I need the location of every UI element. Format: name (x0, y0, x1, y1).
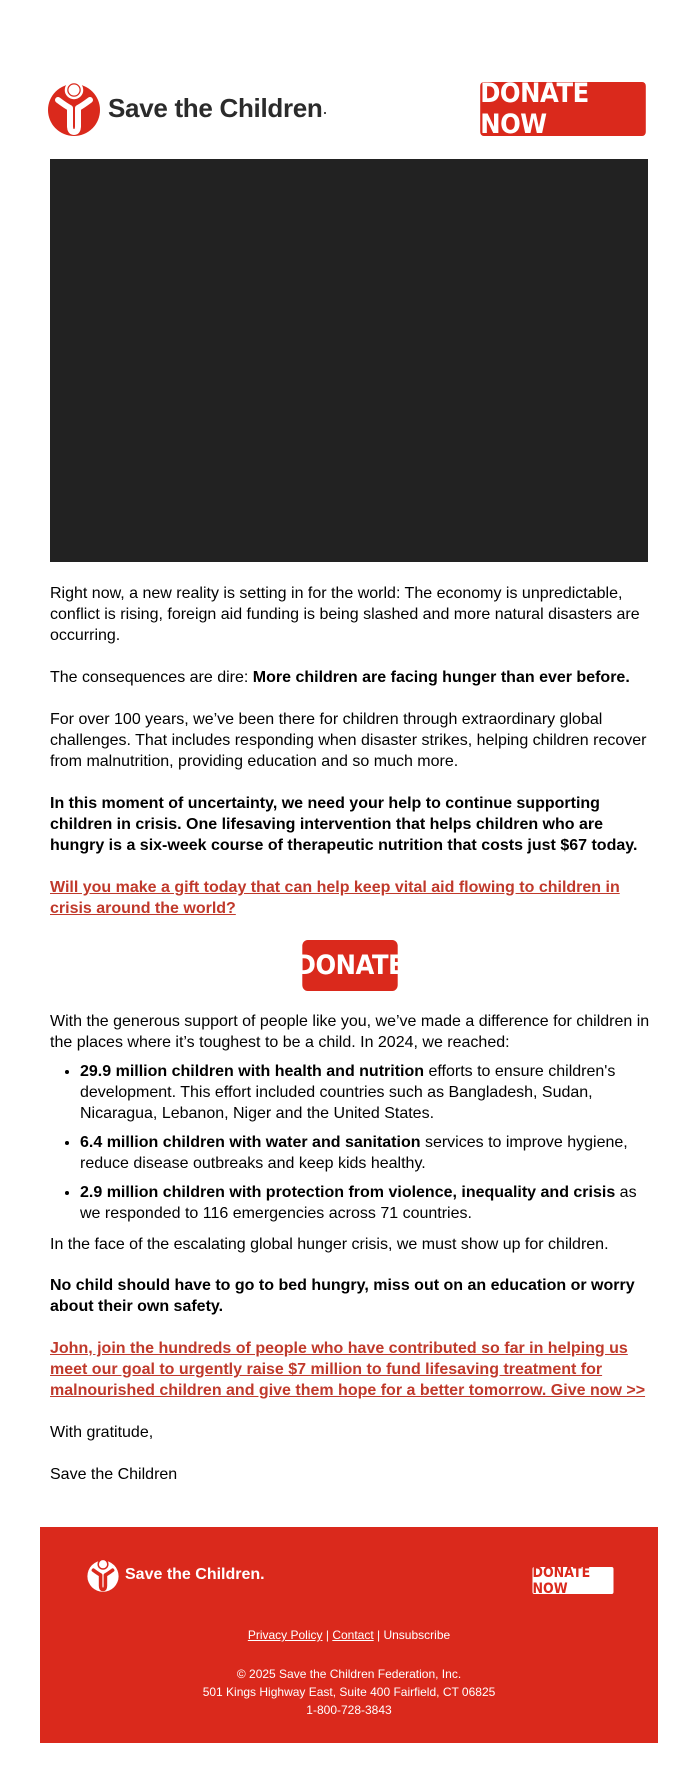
consequences-paragraph (50, 667, 650, 688)
consequences-bold: More children are facing hunger than ever before. (252, 669, 630, 686)
signature-text: Save the Children (50, 1466, 178, 1483)
give-now-link[interactable]: John, join the hundreds of people who have contributed so far in helping us meet our goal to urgently raise $7 million to fund lifesaving treatment for malnourished children and give them hope for a better tomorrow. Give now >> (50, 1340, 646, 1399)
brand-name: Save the Children (108, 92, 323, 123)
history-paragraph: For over 100 years, we’ve been there for children through extraordinary global challenges. That includes responding when disaster strikes, helping children recover from malnutrition, providing education and so much more. (50, 711, 647, 770)
footer-info (40, 1665, 658, 1719)
footer-logo[interactable] (86, 1557, 265, 1593)
list-item (80, 1061, 650, 1124)
footer-brand-name: Save the Children (125, 1566, 261, 1583)
stat-text: services to improve hygiene, reduce disease outbreaks and keep kids healthy. (80, 1134, 628, 1172)
email-body (50, 583, 650, 1506)
list-item (80, 1182, 650, 1224)
no-child-paragraph (50, 1275, 650, 1317)
hero-image[interactable] (50, 159, 648, 562)
stat-bold: 29.9 million children with health and nutrition (80, 1063, 425, 1080)
brand-dot: . (322, 97, 328, 118)
footer-donate-now-button[interactable]: DONATE NOW (533, 1567, 614, 1594)
copyright-text: © 2025 Save the Children Federation, Inc. (236, 1667, 462, 1681)
unsubscribe-link[interactable]: Unsubscribe (383, 1628, 451, 1642)
address-text: 501 Kings Highway East, Suite 400 Fairfield, CT 06825 (202, 1685, 496, 1699)
appeal-bold: In this moment of uncertainty, we need your help to continue supporting children in crisis. One lifesaving intervention that helps children who are hungry is a six-week course of therapeutic nutrition that costs just $67 today. (50, 795, 638, 854)
privacy-policy-link[interactable]: Privacy Policy (247, 1628, 323, 1642)
donate-now-button[interactable]: DONATE NOW (480, 82, 646, 136)
phone-text: 1-800-728-3843 (306, 1703, 392, 1717)
link-separator: | (322, 1628, 333, 1642)
donate-button[interactable]: DONATE (302, 940, 397, 991)
consequences-lead: The consequences are dire: (50, 669, 253, 686)
link-separator: | (373, 1628, 384, 1642)
footer-brand-dot: . (260, 1566, 265, 1583)
impact-list (50, 1061, 650, 1224)
closing-text: With gratitude, (50, 1424, 154, 1441)
no-child-bold: No child should have to go to bed hungry, miss out on an education or worry about their own safety. (50, 1277, 635, 1315)
impact-intro: With the generous support of people like you, we’ve made a difference for children in the places where it’s toughest to be a child. In 2024, we reached: (50, 1013, 650, 1051)
footer (40, 1527, 658, 1743)
gift-link[interactable]: Will you make a gift today that can help keep vital aid flowing to children in crisis around the world? (50, 879, 620, 917)
cta-paragraph (50, 877, 650, 919)
header (0, 0, 700, 150)
appeal-paragraph (50, 793, 650, 856)
child-logo-icon (86, 1557, 120, 1593)
list-item (80, 1132, 650, 1174)
stat-bold: 2.9 million children with protection from violence, inequality and crisis (80, 1184, 616, 1201)
contact-link[interactable]: Contact (332, 1628, 374, 1642)
cta-paragraph-2 (50, 1338, 650, 1401)
hunger-paragraph: In the face of the escalating global hunger crisis, we must show up for children. (50, 1236, 609, 1253)
stat-bold: 6.4 million children with water and sanitation (80, 1134, 421, 1151)
footer-links (40, 1628, 658, 1642)
brand-logo[interactable] (46, 78, 328, 138)
intro-paragraph: Right now, a new reality is setting in for the world: The economy is unpredictable, conflict is rising, foreign aid funding is being slashed and more natural disasters are occurring. (50, 585, 640, 644)
child-logo-icon (46, 78, 102, 138)
stat-text: as we responded to 116 emergencies across 71 countries. (80, 1184, 637, 1222)
stat-text: efforts to ensure children's development. This effort included countries such as Bangladesh, Sudan, Nicaragua, Lebanon, Niger and the United States. (80, 1063, 616, 1122)
donate-button-row (50, 940, 650, 991)
